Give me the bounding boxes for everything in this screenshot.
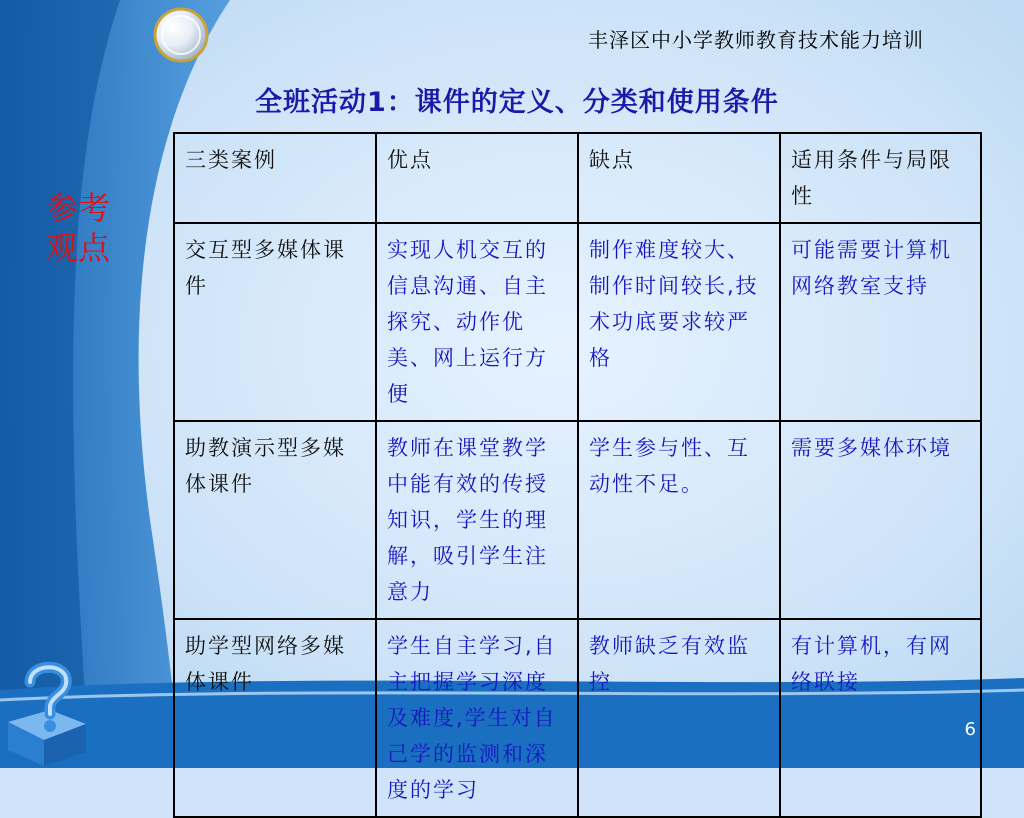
side-label-line-1: 参考 — [46, 189, 111, 227]
table-row — [174, 619, 981, 817]
table-cell: 实现人机交互的信息沟通、自主探究、动作优美、网上运行方便 — [376, 223, 578, 421]
side-label-line-2: 观点 — [46, 229, 111, 267]
table-cell: 需要多媒体环境 — [780, 421, 981, 619]
table-cell: 助教演示型多媒体课件 — [174, 421, 376, 619]
table-cell: 交互型多媒体课件 — [174, 223, 376, 421]
table-cell: 助学型网络多媒体课件 — [174, 619, 376, 817]
question-box-icon — [0, 652, 90, 768]
slide-title: 全班活动1：课件的定义、分类和使用条件 — [255, 87, 779, 118]
table-row — [174, 421, 981, 619]
header-org-text: 丰泽区中小学教师教育技术能力培训 — [588, 28, 924, 52]
table-cell: 有计算机，有网络联接 — [780, 619, 981, 817]
table-cell: 学生参与性、互动性不足。 — [578, 421, 780, 619]
comparison-table — [173, 132, 982, 818]
table-cell: 可能需要计算机网络教室支持 — [780, 223, 981, 421]
side-label — [46, 188, 132, 268]
table-row — [174, 223, 981, 421]
table-cell: 制作难度较大、制作时间较长,技术功底要求较严格 — [578, 223, 780, 421]
header-cell-disadvantages: 缺点 — [578, 133, 780, 223]
table-header-row — [174, 133, 981, 223]
table-cell: 教师在课堂教学中能有效的传授知识，学生的理解，吸引学生注意力 — [376, 421, 578, 619]
header-cell-cases: 三类案例 — [174, 133, 376, 223]
table-cell: 学生自主学习,自主把握学习深度及难度,学生对自己学的监测和深度的学习 — [376, 619, 578, 817]
page-number: 6 — [964, 719, 976, 740]
header-cell-conditions: 适用条件与局限性 — [780, 133, 981, 223]
table-cell: 教师缺乏有效监控 — [578, 619, 780, 817]
header-cell-advantages: 优点 — [376, 133, 578, 223]
